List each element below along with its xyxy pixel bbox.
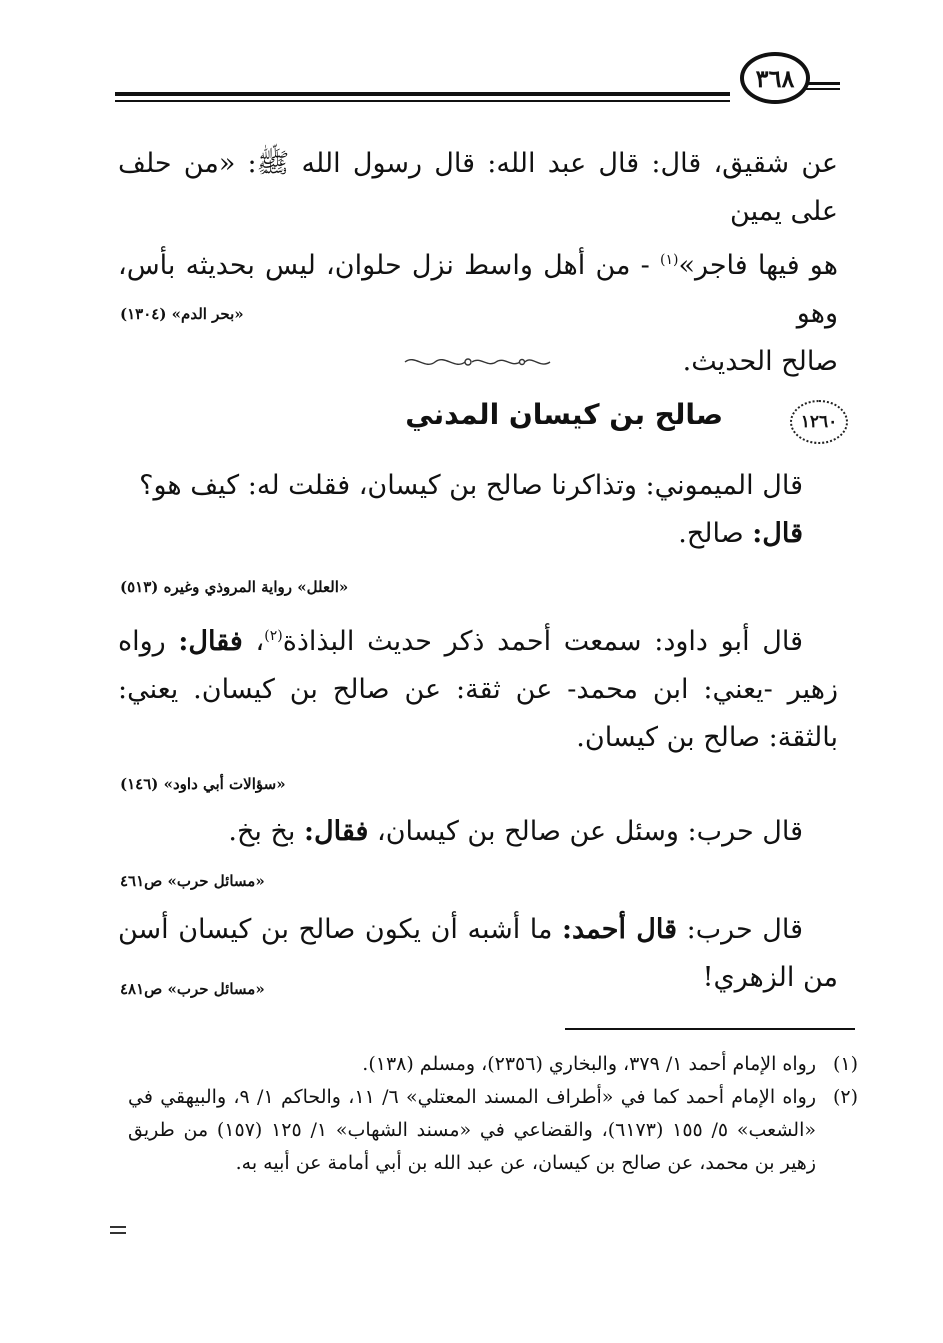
- para3-part2: بخ بخ.: [228, 816, 305, 847]
- top-line-3: صالح الحديث.: [682, 346, 838, 377]
- top-line-1: عن شقيق، قال: قال عبد الله: قال رسول الله ﷺ: «من حلف على يمين: [118, 148, 838, 227]
- top-paragraph: [118, 140, 838, 386]
- para3-label: فقال:: [304, 816, 369, 847]
- paragraph-1: [113, 462, 803, 558]
- entry-number-badge: ١٢٦٠: [790, 400, 848, 444]
- margin-mark: [110, 1226, 126, 1238]
- source-citation-2: «العلل» رواية المروذي وغيره (٥١٣): [120, 578, 349, 596]
- para2-part1: قال أبو داود: سمعت أحمد ذكر حديث البذاذة: [282, 626, 804, 657]
- footnote-text: رواه الإمام أحمد ١/ ٣٧٩، والبخاري (٢٣٥٦)، ومسلم (١٣٨).: [362, 1053, 816, 1075]
- footnotes: [128, 1048, 858, 1180]
- source-citation-5: «مسائل حرب» ص٤٨١: [120, 980, 265, 998]
- paragraph-3: [113, 808, 803, 856]
- footnote-number: (٢): [832, 1086, 858, 1108]
- footnote-ref-1[interactable]: (١): [659, 252, 679, 268]
- page-number: ٣٦٨: [740, 52, 810, 104]
- footnote-2: [128, 1081, 858, 1180]
- footnote-separator: [565, 1028, 855, 1030]
- top-line-2a: هو فيها فاجر»: [678, 250, 838, 281]
- footnote-1: [128, 1048, 858, 1081]
- page-header: [115, 52, 840, 108]
- para3-part1: قال حرب: وسئل عن صالح بن كيسان،: [368, 816, 803, 847]
- entry-heading: [118, 398, 838, 448]
- para2-label: فقال:: [178, 626, 243, 657]
- entry-title: صالح بن كيسان المدني: [405, 398, 723, 431]
- footnote-number: (١): [832, 1053, 858, 1075]
- top-line-2b: - من أهل واسط نزل حلوان، ليس بحديثه بأس، وهو: [118, 250, 838, 329]
- para4-part2: ما أشبه أن يكون صالح بن كيسان أسن من الزهري!: [118, 914, 838, 993]
- para1-line1: قال الميموني: وتذاكرنا صالح بن كيسان، فقلت له: كيف هو؟: [139, 470, 803, 501]
- source-citation-1: «بحر الدم» (١٣٠٤): [120, 305, 244, 323]
- footnote-text: رواه الإمام أحمد كما في «أطراف المسند المعتلي» ٦/ ١١، والحاكم ١/ ٩، والبيهقي في «الشعب» ٥/ ١٥٥ (٦١٧٣)، والقضاعي في «مسند الشهاب» ١/ ١٢٥ (١٥٧) من طريق زهير بن محمد، عن صالح بن كيسان، عن عبد الله بن أبي أمامة عن أبيه به.: [128, 1086, 816, 1174]
- header-rule-thick: [115, 92, 730, 96]
- para4-part1: قال حرب:: [677, 914, 803, 945]
- para1-label: قال:: [752, 518, 803, 549]
- para2-part2: ،: [242, 626, 265, 657]
- para1-line2: صالح.: [678, 518, 753, 549]
- source-citation-3: «سؤالات أبي داود» (١٤٦): [120, 775, 286, 793]
- para2-part3: رواه زهير -يعني: ابن محمد- عن ثقة: عن صالح بن كيسان. يعني: بالثقة: صالح بن كيسان.: [118, 626, 838, 753]
- footnote-ref-2[interactable]: (٢): [264, 628, 283, 644]
- header-tail-rule: [806, 82, 840, 85]
- header-rule-thin: [115, 100, 730, 102]
- header-tail-rule-2: [806, 88, 840, 90]
- paragraph-2: [118, 612, 838, 762]
- para4-label: قال أحمد:: [562, 914, 678, 945]
- ornament-divider-icon: [400, 352, 555, 372]
- source-citation-4: «مسائل حرب» ص٤٦١: [120, 872, 265, 890]
